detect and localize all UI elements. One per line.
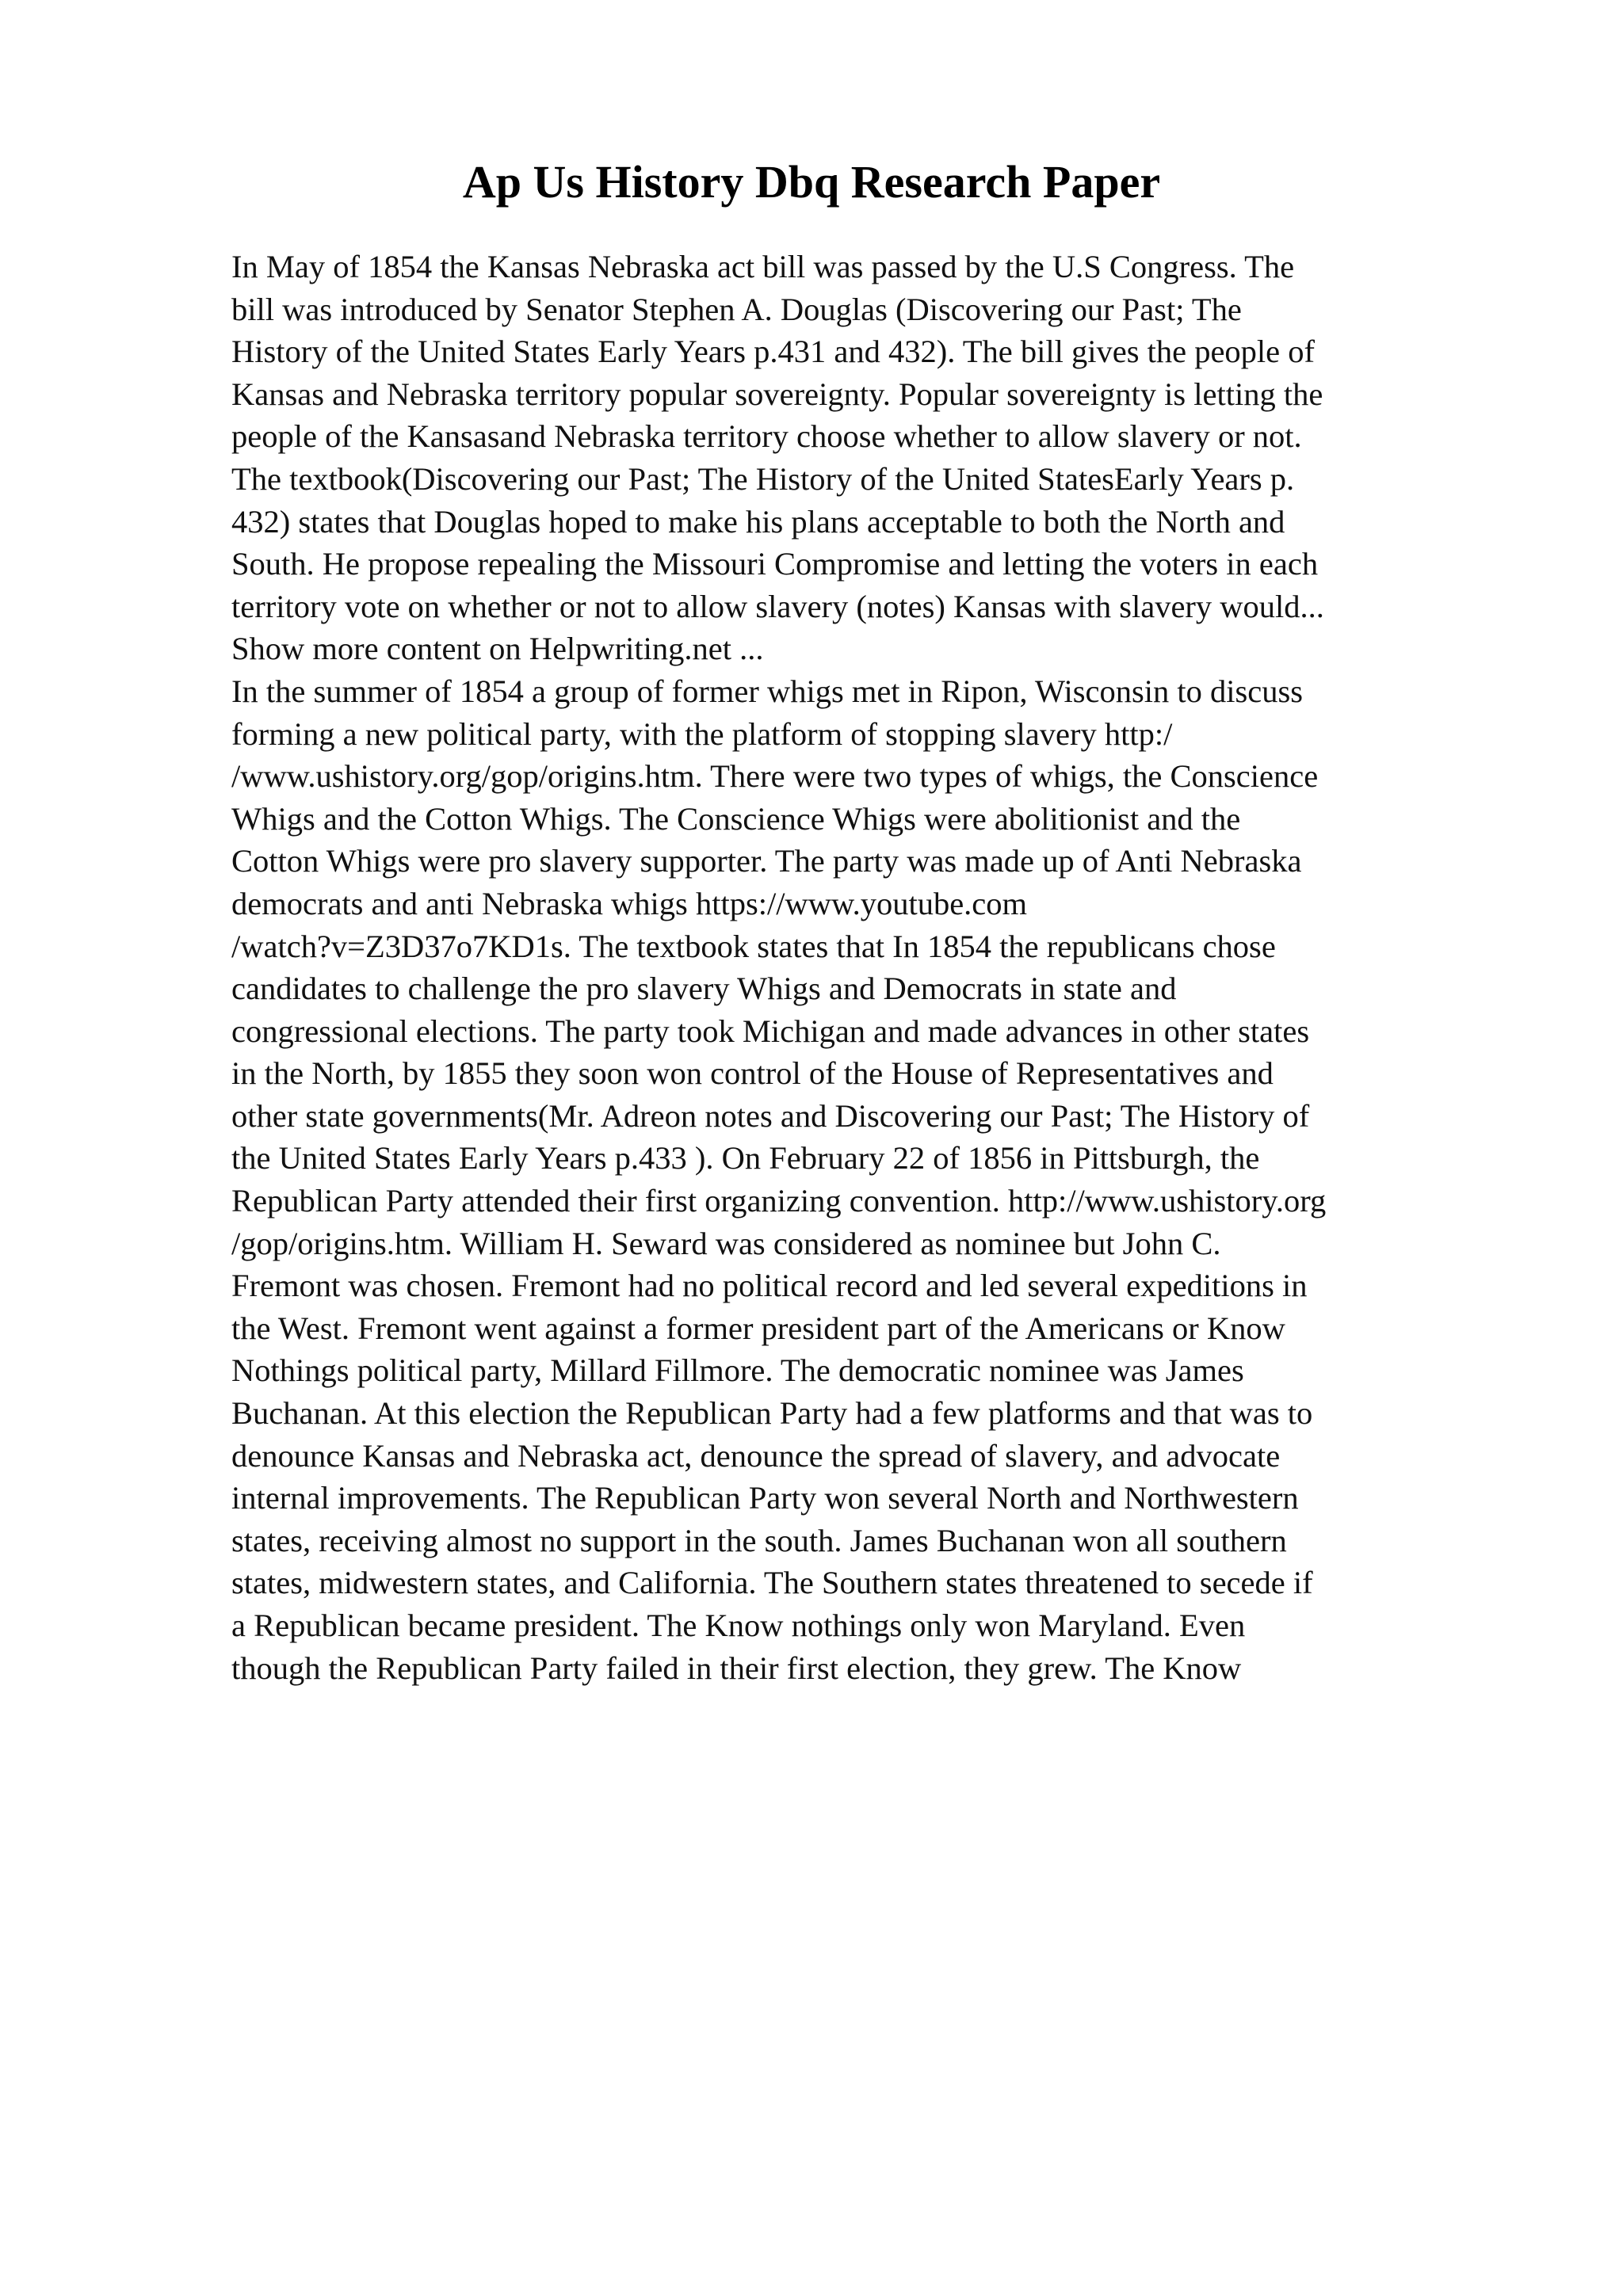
body-line: states, receiving almost no support in the south. James Buchanan won all southern <box>231 1522 1287 1558</box>
body-line: though the Republican Party failed in their first election, they grew. The Know <box>231 1650 1242 1686</box>
body-line: internal improvements. The Republican Party won several North and Northwestern <box>231 1480 1299 1516</box>
body-line: Cotton Whigs were pro slavery supporter. The party was made up of Anti Nebraska <box>231 843 1302 879</box>
document-title: Ap Us History Dbq Research Paper <box>462 156 1161 208</box>
body-line: /watch?v=Z3D37o7KD1s. The textbook states that In 1854 the republicans chose <box>231 928 1276 964</box>
body-line: Nothings political party, Millard Fillmore. The democratic nominee was James <box>231 1352 1244 1389</box>
document-body <box>231 246 1594 1689</box>
body-line: South. He propose repealing the Missouri Compromise and letting the voters in each <box>231 546 1319 582</box>
body-line: Kansas and Nebraska territory popular sovereignty. Popular sovereignty is letting the <box>231 376 1323 412</box>
body-line: denounce Kansas and Nebraska act, denounce the spread of slavery, and advocate <box>231 1437 1281 1474</box>
body-line: congressional elections. The party took Michigan and made advances in other states <box>231 1013 1310 1049</box>
body-line: a Republican became president. The Know nothings only won Maryland. Even <box>231 1608 1246 1643</box>
body-line: The textbook(Discovering our Past; The History of the United StatesEarly Years p. <box>231 460 1295 497</box>
body-line: in the North, by 1855 they soon won control of the House of Representatives and <box>231 1055 1274 1092</box>
body-line: bill was introduced by Senator Stephen A. Douglas (Discovering our Past; The <box>231 291 1242 327</box>
body-line: territory vote on whether or not to allow slavery (notes) Kansas with slavery would... <box>231 588 1324 624</box>
body-line: In May of 1854 the Kansas Nebraska act bill was passed by the U.S Congress. The <box>231 249 1295 284</box>
body-line: people of the Kansasand Nebraska territory choose whether to allow slavery or not. <box>231 418 1302 455</box>
body-line: /gop/origins.htm. William H. Seward was considered as nominee but John C. <box>231 1225 1221 1261</box>
body-line: states, midwestern states, and California. The Southern states threatened to secede if <box>231 1565 1313 1601</box>
body-line: In the summer of 1854 a group of former whigs met in Ripon, Wisconsin to discuss <box>231 673 1303 709</box>
body-line: candidates to challenge the pro slavery Whigs and Democrats in state and <box>231 971 1177 1007</box>
body-line: the West. Fremont went against a former president part of the Americans or Know <box>231 1310 1285 1346</box>
body-line: 432) states that Douglas hoped to make his plans acceptable to both the North and <box>231 503 1285 540</box>
body-line: Buchanan. At this election the Republican Party had a few platforms and that was to <box>231 1395 1313 1432</box>
body-line: Whigs and the Cotton Whigs. The Conscience Whigs were abolitionist and the <box>231 800 1241 837</box>
body-line: forming a new political party, with the platform of stopping slavery http:/ <box>231 715 1173 752</box>
body-line: democrats and anti Nebraska whigs https://www.youtube.com <box>231 885 1028 921</box>
show-more-line: Show more content on Helpwriting.net ... <box>231 631 764 667</box>
body-line: Fremont was chosen. Fremont had no political record and led several expeditions in <box>231 1268 1308 1304</box>
body-line: Republican Party attended their first organizing convention. http://www.ushistory.org <box>231 1183 1327 1219</box>
body-line: the United States Early Years p.433 ). On February 22 of 1856 in Pittsburgh, the <box>231 1140 1260 1177</box>
body-line: /www.ushistory.org/gop/origins.htm. There were two types of whigs, the Conscience <box>231 758 1319 795</box>
body-line: History of the United States Early Years p.431 and 432). The bill gives the people of <box>231 334 1316 370</box>
body-line: other state governments(Mr. Adreon notes and Discovering our Past; The History of <box>231 1097 1310 1134</box>
